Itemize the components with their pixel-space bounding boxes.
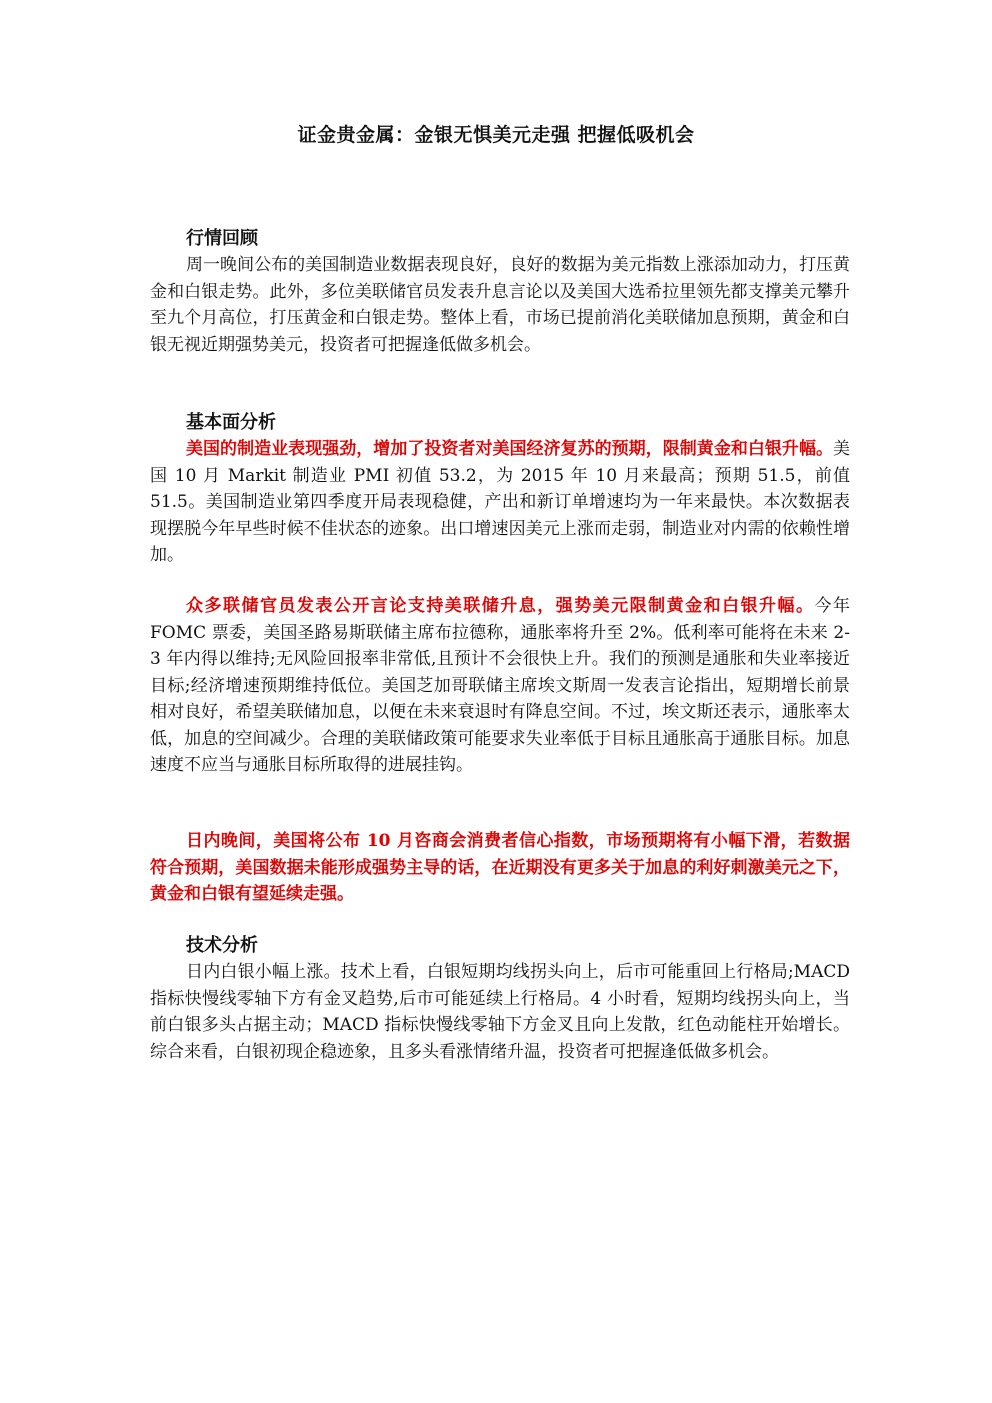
fundamentals-paragraph-1 <box>150 436 850 569</box>
review-heading: 行情回顾 <box>186 228 258 249</box>
fundamentals-paragraph-2 <box>150 593 850 779</box>
technical-paragraph: 日内白银小幅上涨。技术上看，白银短期均线拐头向上，后市可能重回上行格局;MACD 指标快慢线零轴下方有金叉趋势,后市可能延续上行格局。4 小时看，短期均线拐头向上，当前白银多头占据主动；MACD 指标快慢线零轴下方金叉且向上发散，红色动能柱开始增长。综合来看，白银初现企稳迹象，且多头看涨情绪升温，投资者可把握逢低做多机会。 <box>150 962 850 1062</box>
document-title: 证金贵金属：金银无惧美元走强 把握低吸机会 <box>297 124 695 146</box>
fundamentals-section-2 <box>150 593 850 779</box>
fundamentals-p2-highlight: 众多联储官员发表公开言论支持美联储升息，强势美元限制黄金和白银升幅。 <box>186 596 815 616</box>
review-paragraph: 周一晚间公布的美国制造业数据表现良好，良好的数据为美元指数上涨添加动力，打压黄金和白银走势。此外，多位美联储官员发表升息言论以及美国大选希拉里领先都支撑美元攀升至九个月高位，打压黄金和白银走势。整体上看，市场已提前消化美联储加息预期，黄金和白银无视近期强势美元，投资者可把握逢低做多机会。 <box>150 255 850 355</box>
fundamentals-section <box>150 410 850 569</box>
fundamentals-p2-body: 今年 FOMC 票委，美国圣路易斯联储主席布拉德称，通胀率将升至 2%。低利率可能将在未来 2-3 年内得以维持;无风险回报率非常低,且预计不会很快上升。我们的预测是通胀和失业率接近目标;经济增速预期维持低位。美国芝加哥联储主席埃文斯周一发表言论指出，短期增长前景相对良好，希望美联储加息，以便在未来衰退时有降息空间。不过，埃文斯还表示，通胀率太低，加息的空间减少。合理的美联储政策可能要求失业率低于目标且通胀高于通胀目标。加息速度不应当与通胀目标所取得的进展挂钩。 <box>150 596 851 775</box>
fundamentals-heading: 基本面分析 <box>186 412 276 433</box>
fundamentals-p1-highlight: 美国的制造业表现强劲，增加了投资者对美国经济复苏的预期，限制黄金和白银升幅。 <box>186 439 833 459</box>
technical-section <box>150 933 850 1065</box>
fundamentals-paragraph-3 <box>150 828 850 908</box>
review-section <box>150 226 850 358</box>
fundamentals-section-3 <box>150 828 850 908</box>
fundamentals-p3-highlight: 日内晚间，美国将公布 10 月咨商会消费者信心指数，市场预期将有小幅下滑，若数据符合预期，美国数据未能形成强势主导的话，在近期没有更多关于加息的利好刺激美元之下，黄金和白银有望延续走强。 <box>150 831 850 904</box>
fundamentals-p1-body: 美国 10 月 Markit 制造业 PMI 初值 53.2，为 2015 年 10 月来最高；预期 51.5，前值 51.5。美国制造业第四季度开局表现稳健，产出和新订单增速均为一年来最快。本次数据表现摆脱今年早些时候不佳状态的迹象。出口增速因美元上涨而走弱，制造业对内需的依赖性增加。 <box>150 439 850 565</box>
technical-heading: 技术分析 <box>186 935 258 956</box>
